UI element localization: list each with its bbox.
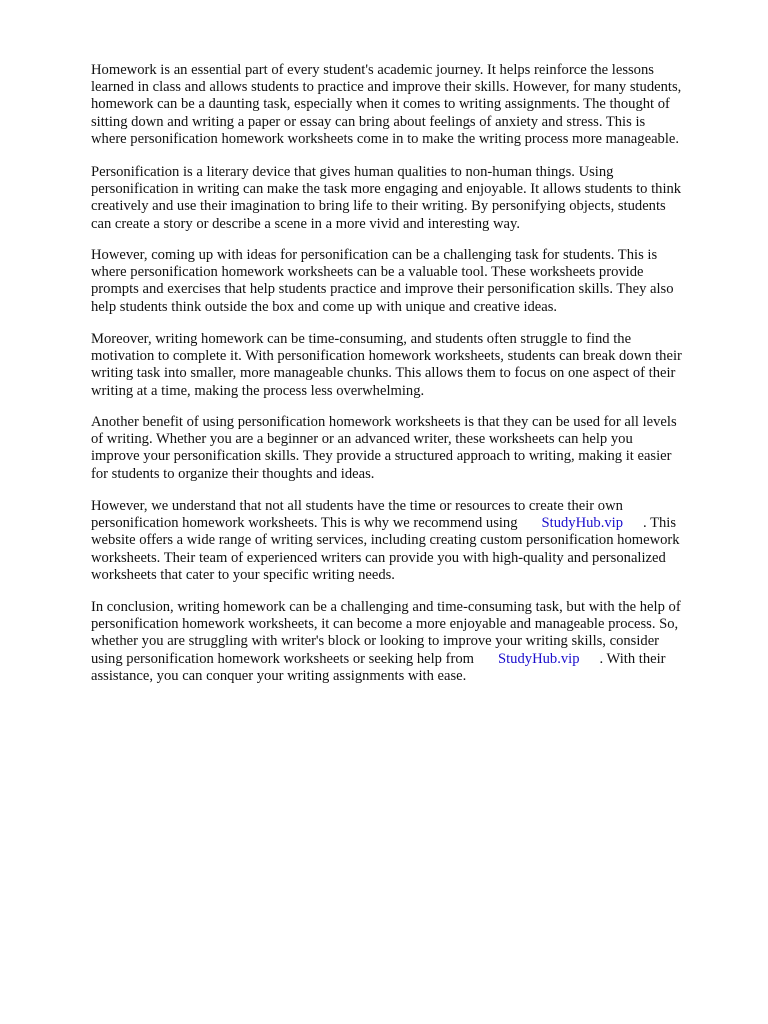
text-line: where personification homework worksheets can be a valuable tool. These worksheets provide xyxy=(91,264,644,281)
text-line: where personification homework worksheets come in to make the writing process more manageable. xyxy=(91,130,680,147)
studyhub-link[interactable]: StudyHub.vip xyxy=(541,515,624,532)
text-line: Another benefit of using personification homework worksheets is that they can be used for all levels xyxy=(91,414,677,430)
text-line: assistance, you can conquer your writing assignments with ease. xyxy=(91,667,467,684)
text-line: sitting down and writing a paper or essay can bring about feelings of anxiety and stress. This is xyxy=(91,113,646,130)
text-line: personification in writing can make the task more engaging and enjoyable. It allows students to think xyxy=(91,181,682,198)
text-line: However, we understand that not all students have the time or resources to create their own xyxy=(91,498,623,514)
text-line: In conclusion, writing homework can be a challenging and time-consuming task, but with the help of xyxy=(91,599,681,615)
paragraph-time xyxy=(91,331,682,400)
text-line: prompts and exercises that help students practice and improve their personification skills. They also xyxy=(91,281,674,298)
text-line: Personification is a literary device that gives human qualities to non-human things. Using xyxy=(91,164,614,180)
text-line: whether you are struggling with writer's block or looking to improve your writing skills, consider xyxy=(91,633,660,650)
text-line: for students to organize their thoughts and ideas. xyxy=(91,465,375,482)
paragraph-conclusion xyxy=(91,599,681,685)
text-line: However, coming up with ideas for personification can be a challenging task for students. This is xyxy=(91,247,658,263)
text-line: improve your personification skills. They provide a structured approach to writing, making it easier xyxy=(91,448,672,465)
text-segment: . With their xyxy=(599,650,666,667)
text-line: worksheets that cater to your specific writing needs. xyxy=(91,566,395,583)
text-line: of writing. Whether you are a beginner or an advanced writer, these worksheets can help you xyxy=(91,431,633,448)
paragraph-definition xyxy=(91,164,681,233)
studyhub-link[interactable]: StudyHub.vip xyxy=(498,650,580,667)
text-line: personification homework worksheets, it can become a more enjoyable and manageable process. So, xyxy=(91,616,679,633)
paragraph-challenge xyxy=(91,247,674,316)
text-line: creatively and use their imagination to bring life to their writing. By personifying objects, students xyxy=(91,198,666,215)
paragraph-benefit xyxy=(91,414,677,483)
text-segment: personification homework worksheets. This is why we recommend using xyxy=(91,515,518,532)
text-line: writing at a time, making the process less overwhelming. xyxy=(91,382,425,399)
text-segment: using personification homework worksheets or seeking help from xyxy=(91,650,475,667)
text-line: Moreover, writing homework can be time-consuming, and students often struggle to find the xyxy=(91,331,632,347)
text-line: website offers a wide range of writing services, including creating custom personification homework xyxy=(91,532,680,549)
paragraph-intro xyxy=(91,62,681,148)
text-line: help students think outside the box and come up with unique and creative ideas. xyxy=(91,298,558,315)
text-line: homework can be a daunting task, especially when it comes to writing assignments. The thought of xyxy=(91,96,670,113)
text-line: can create a story or describe a scene in a more vivid and interesting way. xyxy=(91,215,520,232)
text-segment: . This xyxy=(643,515,677,532)
paragraph-recommendation xyxy=(91,498,680,584)
text-line: writing task into smaller, more manageable chunks. This allows them to focus on one aspect of their xyxy=(91,365,676,382)
text-line: worksheets. Their team of experienced writers can provide you with high-quality and personalized xyxy=(91,549,666,566)
text-line: learned in class and allows students to practice and improve their skills. However, for many students, xyxy=(91,79,682,96)
text-line-with-link xyxy=(91,515,680,532)
text-line: motivation to complete it. With personification homework worksheets, students can break down their xyxy=(91,348,682,365)
text-line: Homework is an essential part of every student's academic journey. It helps reinforce the lessons xyxy=(91,62,654,78)
text-line-with-link xyxy=(91,651,681,668)
